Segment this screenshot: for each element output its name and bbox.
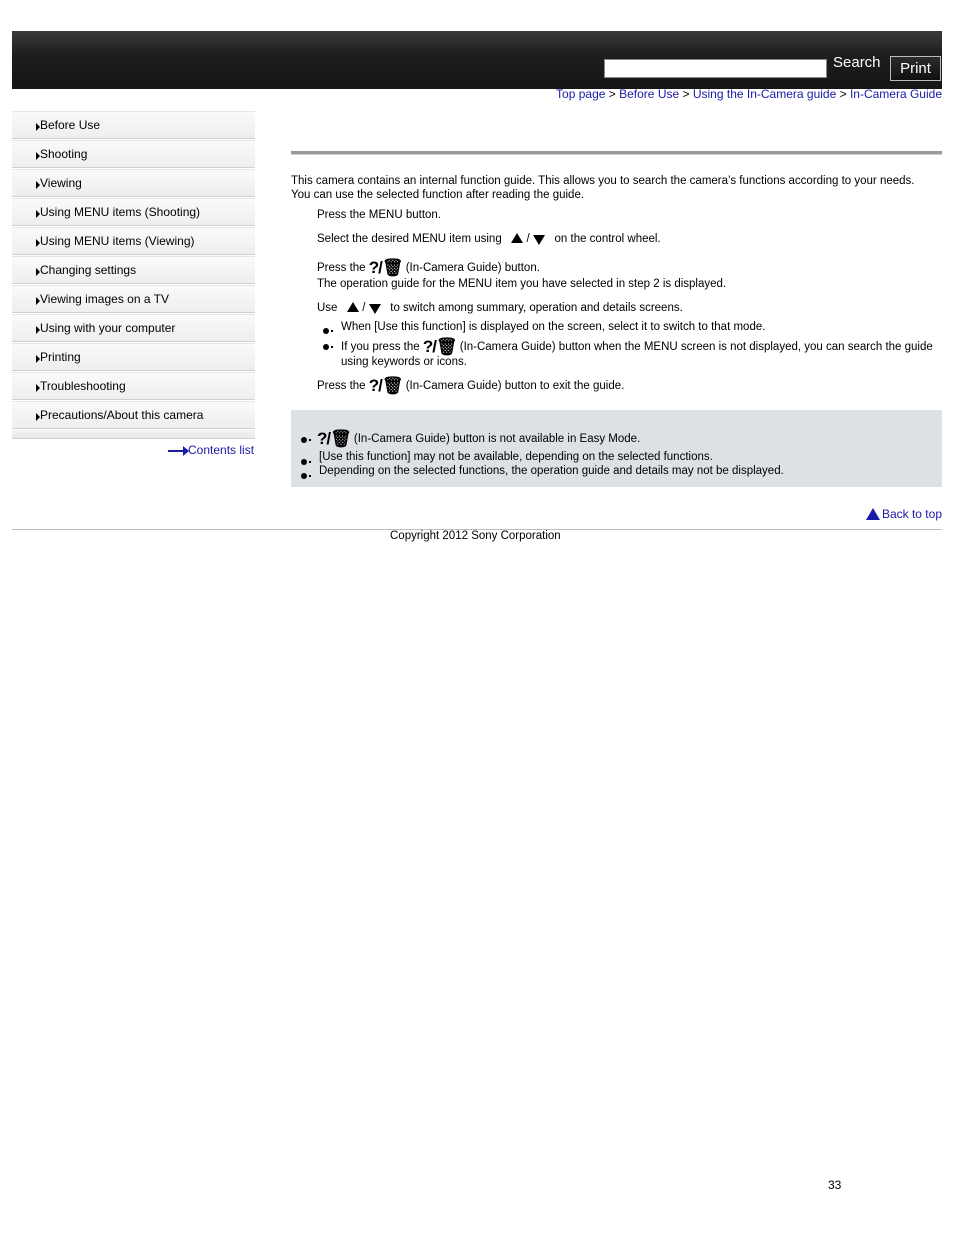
contents-list-link[interactable]: [168, 443, 254, 457]
down-arrow-icon: [369, 304, 381, 314]
step-3-detail: The operation guide for the MENU item you have selected in step 2 is displayed.: [317, 278, 727, 290]
page-number: 33: [828, 1178, 842, 1192]
breadcrumb-separator: >: [836, 87, 850, 101]
in-camera-guide-icon: ?/🗑: [368, 376, 403, 395]
step-4-bullet-2-cont: using keywords or icons.: [341, 356, 467, 368]
in-camera-guide-icon: ?/🗑: [422, 337, 457, 356]
search-input[interactable]: [604, 59, 827, 78]
sidebar-item-shooting[interactable]: [12, 140, 255, 168]
sidebar-item-menu-shooting[interactable]: [12, 198, 255, 226]
step-5-text: Press the: [317, 380, 366, 392]
up-arrow-icon: [866, 508, 880, 520]
sidebar-item-viewing[interactable]: [12, 169, 255, 197]
caret-right-icon: [36, 123, 40, 131]
copyright-text: Copyright 2012 Sony Corporation: [390, 530, 561, 542]
bullet-icon: [323, 328, 329, 334]
step-4-bullet-2-text-end: (In-Camera Guide) button when the MENU screen is not displayed, you can search the guide: [459, 341, 933, 353]
breadcrumb-top-page[interactable]: Top page: [556, 87, 606, 101]
in-camera-guide-icon: ?/🗑: [368, 258, 403, 277]
note-1-text: (In-Camera Guide) button is not available in Easy Mode.: [353, 433, 641, 445]
step-5-text-end: (In-Camera Guide) button to exit the guide.: [405, 380, 625, 392]
sidebar-item-label: Using MENU items (Shooting): [40, 205, 201, 219]
sidebar-item-label: Printing: [40, 350, 81, 364]
intro-text-line2: You can use the selected function after reading the guide.: [291, 189, 585, 201]
back-to-top-link[interactable]: [866, 507, 942, 521]
step-2-text: Select the desired MENU item using: [317, 233, 502, 245]
sidebar-item-label: Viewing: [40, 176, 82, 190]
note-1: [317, 429, 640, 449]
step-3-text-end: (In-Camera Guide) button.: [405, 262, 540, 274]
step-4-bullet-2-text: If you press the: [341, 341, 420, 353]
step-4-text: Use: [317, 302, 338, 314]
step-4: [317, 302, 683, 314]
caret-right-icon: [36, 181, 40, 189]
breadcrumb-before-use[interactable]: Before Use: [619, 87, 680, 101]
caret-right-icon: [36, 239, 40, 247]
step-4-bullet-2: [341, 337, 933, 357]
caret-right-icon: [36, 384, 40, 392]
sidebar-item-label: Precautions/About this camera: [40, 408, 204, 422]
step-4-bullet-1: When [Use this function] is displayed on the screen, select it to switch to that mode.: [341, 321, 766, 333]
step-4-text-end: to switch among summary, operation and details screens.: [390, 302, 683, 314]
step-1: Press the MENU button.: [317, 209, 441, 221]
bullet-icon: [323, 344, 329, 350]
caret-right-icon: [36, 326, 40, 334]
sidebar-nav: [12, 111, 255, 439]
caret-right-icon: [36, 413, 40, 421]
caret-right-icon: [36, 152, 40, 160]
sidebar-item-computer[interactable]: [12, 314, 255, 342]
bullet-icon: [301, 437, 307, 443]
caret-right-icon: [36, 355, 40, 363]
sidebar-item-label: Viewing images on a TV: [40, 292, 169, 306]
down-arrow-icon: [533, 235, 545, 245]
step-3-text: Press the: [317, 262, 366, 274]
in-camera-guide-icon: ?/🗑: [317, 429, 351, 448]
contents-list-label: Contents list: [188, 443, 255, 457]
sidebar-item-troubleshooting[interactable]: [12, 372, 255, 400]
sidebar-item-label: Troubleshooting: [40, 379, 126, 393]
step-3: [317, 258, 540, 278]
sidebar-item-menu-viewing[interactable]: [12, 227, 255, 255]
breadcrumb: [556, 87, 942, 101]
breadcrumb-in-camera-guide[interactable]: In-Camera Guide: [849, 87, 942, 101]
arrow-right-icon: [168, 450, 184, 452]
sidebar-item-label: Before Use: [40, 118, 101, 132]
slash-separator: /: [362, 302, 366, 314]
sidebar-footer: [12, 430, 255, 439]
up-arrow-icon: [347, 302, 359, 312]
intro-text-line1: This camera contains an internal function guide. This allows you to search the camera’s functions according to your needs.: [291, 175, 915, 187]
title-divider: [291, 151, 942, 155]
sidebar-item-label: Using with your computer: [40, 321, 176, 335]
caret-right-icon: [36, 210, 40, 218]
step-2-text-end: on the control wheel.: [554, 233, 661, 245]
sidebar-item-label: Changing settings: [40, 263, 137, 277]
sidebar-item-viewing-tv[interactable]: [12, 285, 255, 313]
bullet-icon: [301, 473, 307, 479]
sidebar-item-label: Using MENU items (Viewing): [40, 234, 195, 248]
step-2: [317, 233, 661, 245]
sidebar-item-printing[interactable]: [12, 343, 255, 371]
sidebar-item-label: Shooting: [40, 147, 88, 161]
print-button[interactable]: Print: [890, 56, 941, 81]
sidebar-item-precautions[interactable]: [12, 401, 255, 429]
back-to-top-label: Back to top: [881, 507, 942, 521]
breadcrumb-separator: >: [679, 87, 693, 101]
caret-right-icon: [36, 297, 40, 305]
up-arrow-icon: [511, 233, 523, 243]
caret-right-icon: [36, 268, 40, 276]
sidebar-item-before-use[interactable]: [12, 111, 255, 139]
breadcrumb-using-guide[interactable]: Using the In-Camera guide: [692, 87, 837, 101]
slash-separator: /: [526, 233, 530, 245]
search-button[interactable]: Search: [833, 54, 881, 71]
breadcrumb-separator: >: [605, 87, 620, 101]
sidebar-item-changing-settings[interactable]: [12, 256, 255, 284]
step-5: [317, 376, 624, 396]
note-3: Depending on the selected functions, the operation guide and details may not be displayed.: [319, 465, 784, 477]
notes-box: [291, 410, 942, 487]
note-2: [Use this function] may not be available, depending on the selected functions.: [319, 451, 713, 463]
bullet-icon: [301, 459, 307, 465]
